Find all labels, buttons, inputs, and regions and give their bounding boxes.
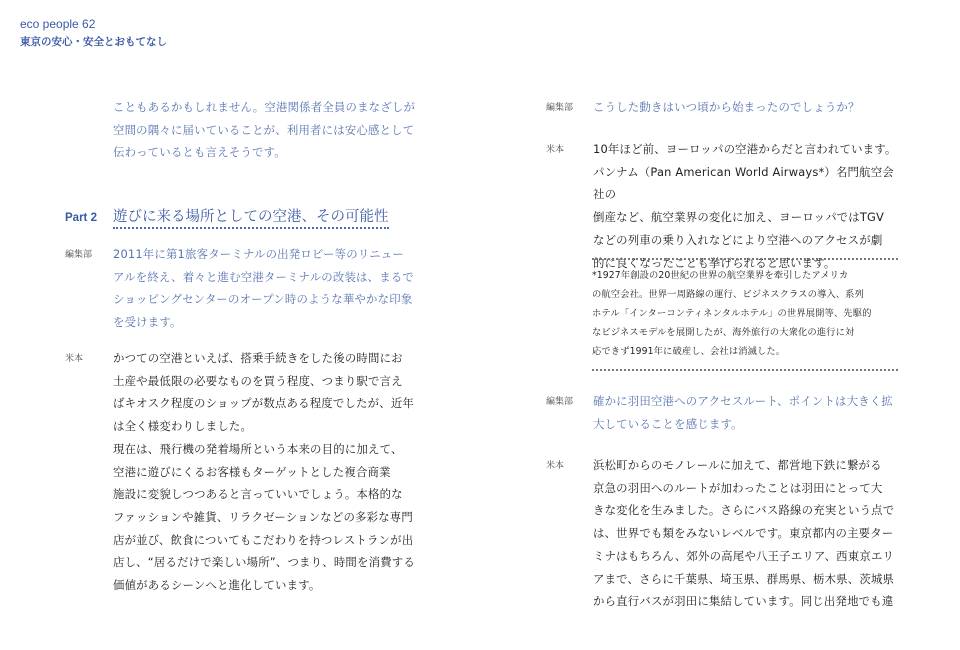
text-line: を受けます。 xyxy=(113,315,182,330)
text-line: かつての空港といえば、搭乗手続きをした後の時間にお xyxy=(113,351,403,365)
text-line: 土産や最低限の必要なものを買う程度、つまり駅で言え xyxy=(113,373,403,388)
answer-text xyxy=(593,138,899,274)
text-line: 倒産など、航空業界の変化に加え、ヨーロッパではTGV xyxy=(593,210,884,225)
text-line: こうした動きはいつ頃から始まったのでしょうか？ xyxy=(593,100,860,114)
magazine-issue: eco people 62 xyxy=(20,17,96,31)
text-line: 10年ほど前、ヨーロッパの空港からだと言われています。 xyxy=(593,142,897,156)
footnote-line: 応できず1991年に破産し、会社は消滅した。 xyxy=(592,346,786,357)
text-line: 空間の隅々に届いていることが、利用者には安心感として xyxy=(113,122,415,137)
text-line: は全く様変わりしました。 xyxy=(113,419,253,434)
text-line: 店し、“居るだけで楽しい場所”、つまり、時間を消費する xyxy=(113,555,415,570)
text-line: は、世界でも類をみないレベルです。東京都内の主要ター xyxy=(593,526,894,541)
text-line: パンナム（Pan American World Airways*）名門航空会社の xyxy=(593,164,894,202)
question-text xyxy=(593,390,899,435)
part-title: 遊びに来る場所としての空港、その可能性 xyxy=(113,205,389,229)
text-line: 大していることを感じます。 xyxy=(593,416,743,431)
text-line: 伝わっているとも言えそうです。 xyxy=(113,145,286,160)
text-line: アルを終え、着々と進む空港ターミナルの改装は、まるで xyxy=(113,269,414,284)
answer-text xyxy=(593,454,899,613)
text-line: 2011年に第1旅客ターミナルの出発ロビー等のリニュー xyxy=(113,247,404,261)
footnote-line: なビジネスモデルを展開したが、海外旅行の大衆化の進行に対 xyxy=(592,327,855,338)
text-line: 価値があるシーンへと進化しています。 xyxy=(113,578,321,593)
intro-text xyxy=(113,96,425,164)
question-text xyxy=(593,96,899,119)
answer-text xyxy=(113,347,425,597)
text-line: 店が並び、飲食についてもこだわりを持つレストランが出 xyxy=(113,532,414,547)
text-line: ショッピングセンターのオープン時のような華やかな印象 xyxy=(113,292,413,307)
text-line: 空港に遊びにくるお客様もターゲットとした複合商業 xyxy=(113,464,391,479)
text-line: きな変化を生みました。さらにバス路線の充実という点で xyxy=(593,503,895,518)
part-number: Part 2 xyxy=(65,212,97,224)
text-line: 施設に変貌しつつあると言っていいでしょう。本格的な xyxy=(113,487,403,502)
text-line: ばキオスク程度のショップが数点ある程度でしたが、近年 xyxy=(113,396,415,411)
text-line: 浜松町からのモノレールに加えて、都営地下鉄に繋がる xyxy=(593,458,882,472)
speaker-label: 編集部 xyxy=(546,103,574,113)
magazine-subtitle: 東京の安心・安全とおもてなし xyxy=(20,36,167,48)
footnote-box xyxy=(592,258,898,371)
footnote-line: の航空会社。世界一周路線の運行、ビジネスクラスの導入、系列 xyxy=(592,289,864,300)
text-line: ミナはもちろん、郊外の高尾や八王子エリア、西東京エリ xyxy=(593,548,895,563)
text-line: ファッションや雑貨、リラクゼーションなどの多彩な専門 xyxy=(113,509,413,524)
text-line: 確かに羽田空港へのアクセスルート、ポイントは大きく拡 xyxy=(593,394,893,408)
speaker-label: 編集部 xyxy=(546,397,574,407)
text-line: などの列車の乗り入れなどにより空港へのアクセスが劇 xyxy=(593,232,883,247)
page-header xyxy=(20,16,167,50)
question-text xyxy=(113,243,425,334)
speaker-label: 米本 xyxy=(546,145,565,155)
section-heading xyxy=(65,205,389,229)
text-line: アまで、さらに千葉県、埼玉県、群馬県、栃木県、茨城県 xyxy=(593,571,895,586)
speaker-label: 編集部 xyxy=(65,250,93,260)
footnote-line: *1927年創設の20世紀の世界の航空業界を牽引したアメリカ xyxy=(592,270,849,281)
text-line: 現在は、飛行機の発着場所という本来の目的に加えて、 xyxy=(113,441,403,456)
text-line: から直行バスが羽田に集結しています。同じ出発地でも違 xyxy=(593,594,894,609)
text-line: こともあるかもしれません。空港関係者全員のまなざしが xyxy=(113,100,416,114)
speaker-label: 米本 xyxy=(546,461,565,471)
text-line: 京急の羽田へのルートが加わったことは羽田にとって大 xyxy=(593,480,883,495)
text-line: 的に良くなったことも挙げられると思います。 xyxy=(593,255,836,270)
footnote-line: ホテル「インターコンティネンタルホテル」の世界展開等、先駆的 xyxy=(592,308,872,319)
speaker-label: 米本 xyxy=(65,354,84,364)
